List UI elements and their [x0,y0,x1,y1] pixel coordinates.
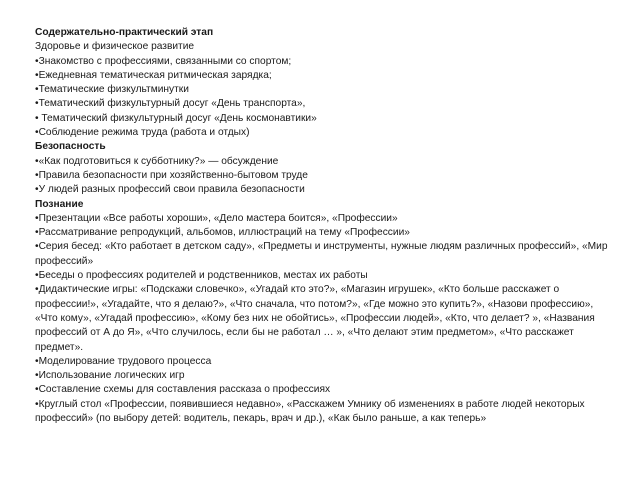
list-item: •Тематические физкультминутки [35,84,189,96]
slide-content [35,26,610,426]
list-item: •Моделирование трудового процесса [35,355,212,367]
stage-title: Содержательно-практический этап [35,27,214,38]
list-item: •Использование логических игр [35,370,185,382]
list-item: • Тематический физкультурный досуг «День космонавтики» [35,112,317,124]
list-item: •Знакомство с профессиями, связанными со спортом; [35,55,292,67]
list-item: •Беседы о профессиях родителей и родственников, местах их работы [35,270,368,282]
list-item: •Составление схемы для составления рассказа о профессиях [35,384,331,396]
list-item: •У людей разных профессий свои правила безопасности [35,184,305,196]
section-heading-safety: Безопасность [35,141,106,153]
list-item: •Презентации «Все работы хороши», «Дело мастера боится», «Профессии» [35,212,398,224]
list-item: •Дидактические игры: «Подскажи словечко», «Угадай кто это?», «Магазин игрушек», «Кто больше расскажет о профессии!», «Угадайте, что я делаю?», «Что сначала, что потом?», «Где можно это купить?», «Назови профессию», «Что кому», «Угадай профессию», «Кому без них не обойтись», «Профессии людей», «Кто, что делает? », «Названия профессий от А до Я», «Что случилось, если бы не работал … », «Что делают этим предметом», «Что расскажет предмет». [35,284,595,353]
list-item: •Серия бесед: «Кто работает в детском саду», «Предметы и инструменты, нужные людям различных профессий», «Мир профессий» [35,241,608,267]
list-item: •Рассматривание репродукций, альбомов, иллюстраций на тему «Профессии» [35,227,410,239]
list-item: •Соблюдение режима труда (работа и отдых) [35,127,250,139]
list-item: •Ежедневная тематическая ритмическая зарядка; [35,69,272,81]
section-heading-cognition: Познание [35,198,84,210]
list-item: •Круглый стол «Профессии, появившиеся недавно», «Расскажем Умнику об изменениях в работе людей некоторых профессий» (по выбору детей: водитель, пекарь, врач и др.), «Как было раньше, а как теперь» [35,398,585,425]
list-item: •«Как подготовиться к субботнику?» — обсуждение [35,155,279,167]
section-heading-health: Здоровье и физическое развитие [35,41,195,53]
list-item: •Правила безопасности при хозяйственно-бытовом труде [35,169,308,181]
list-item: •Тематический физкультурный досуг «День транспорта», [35,98,306,110]
